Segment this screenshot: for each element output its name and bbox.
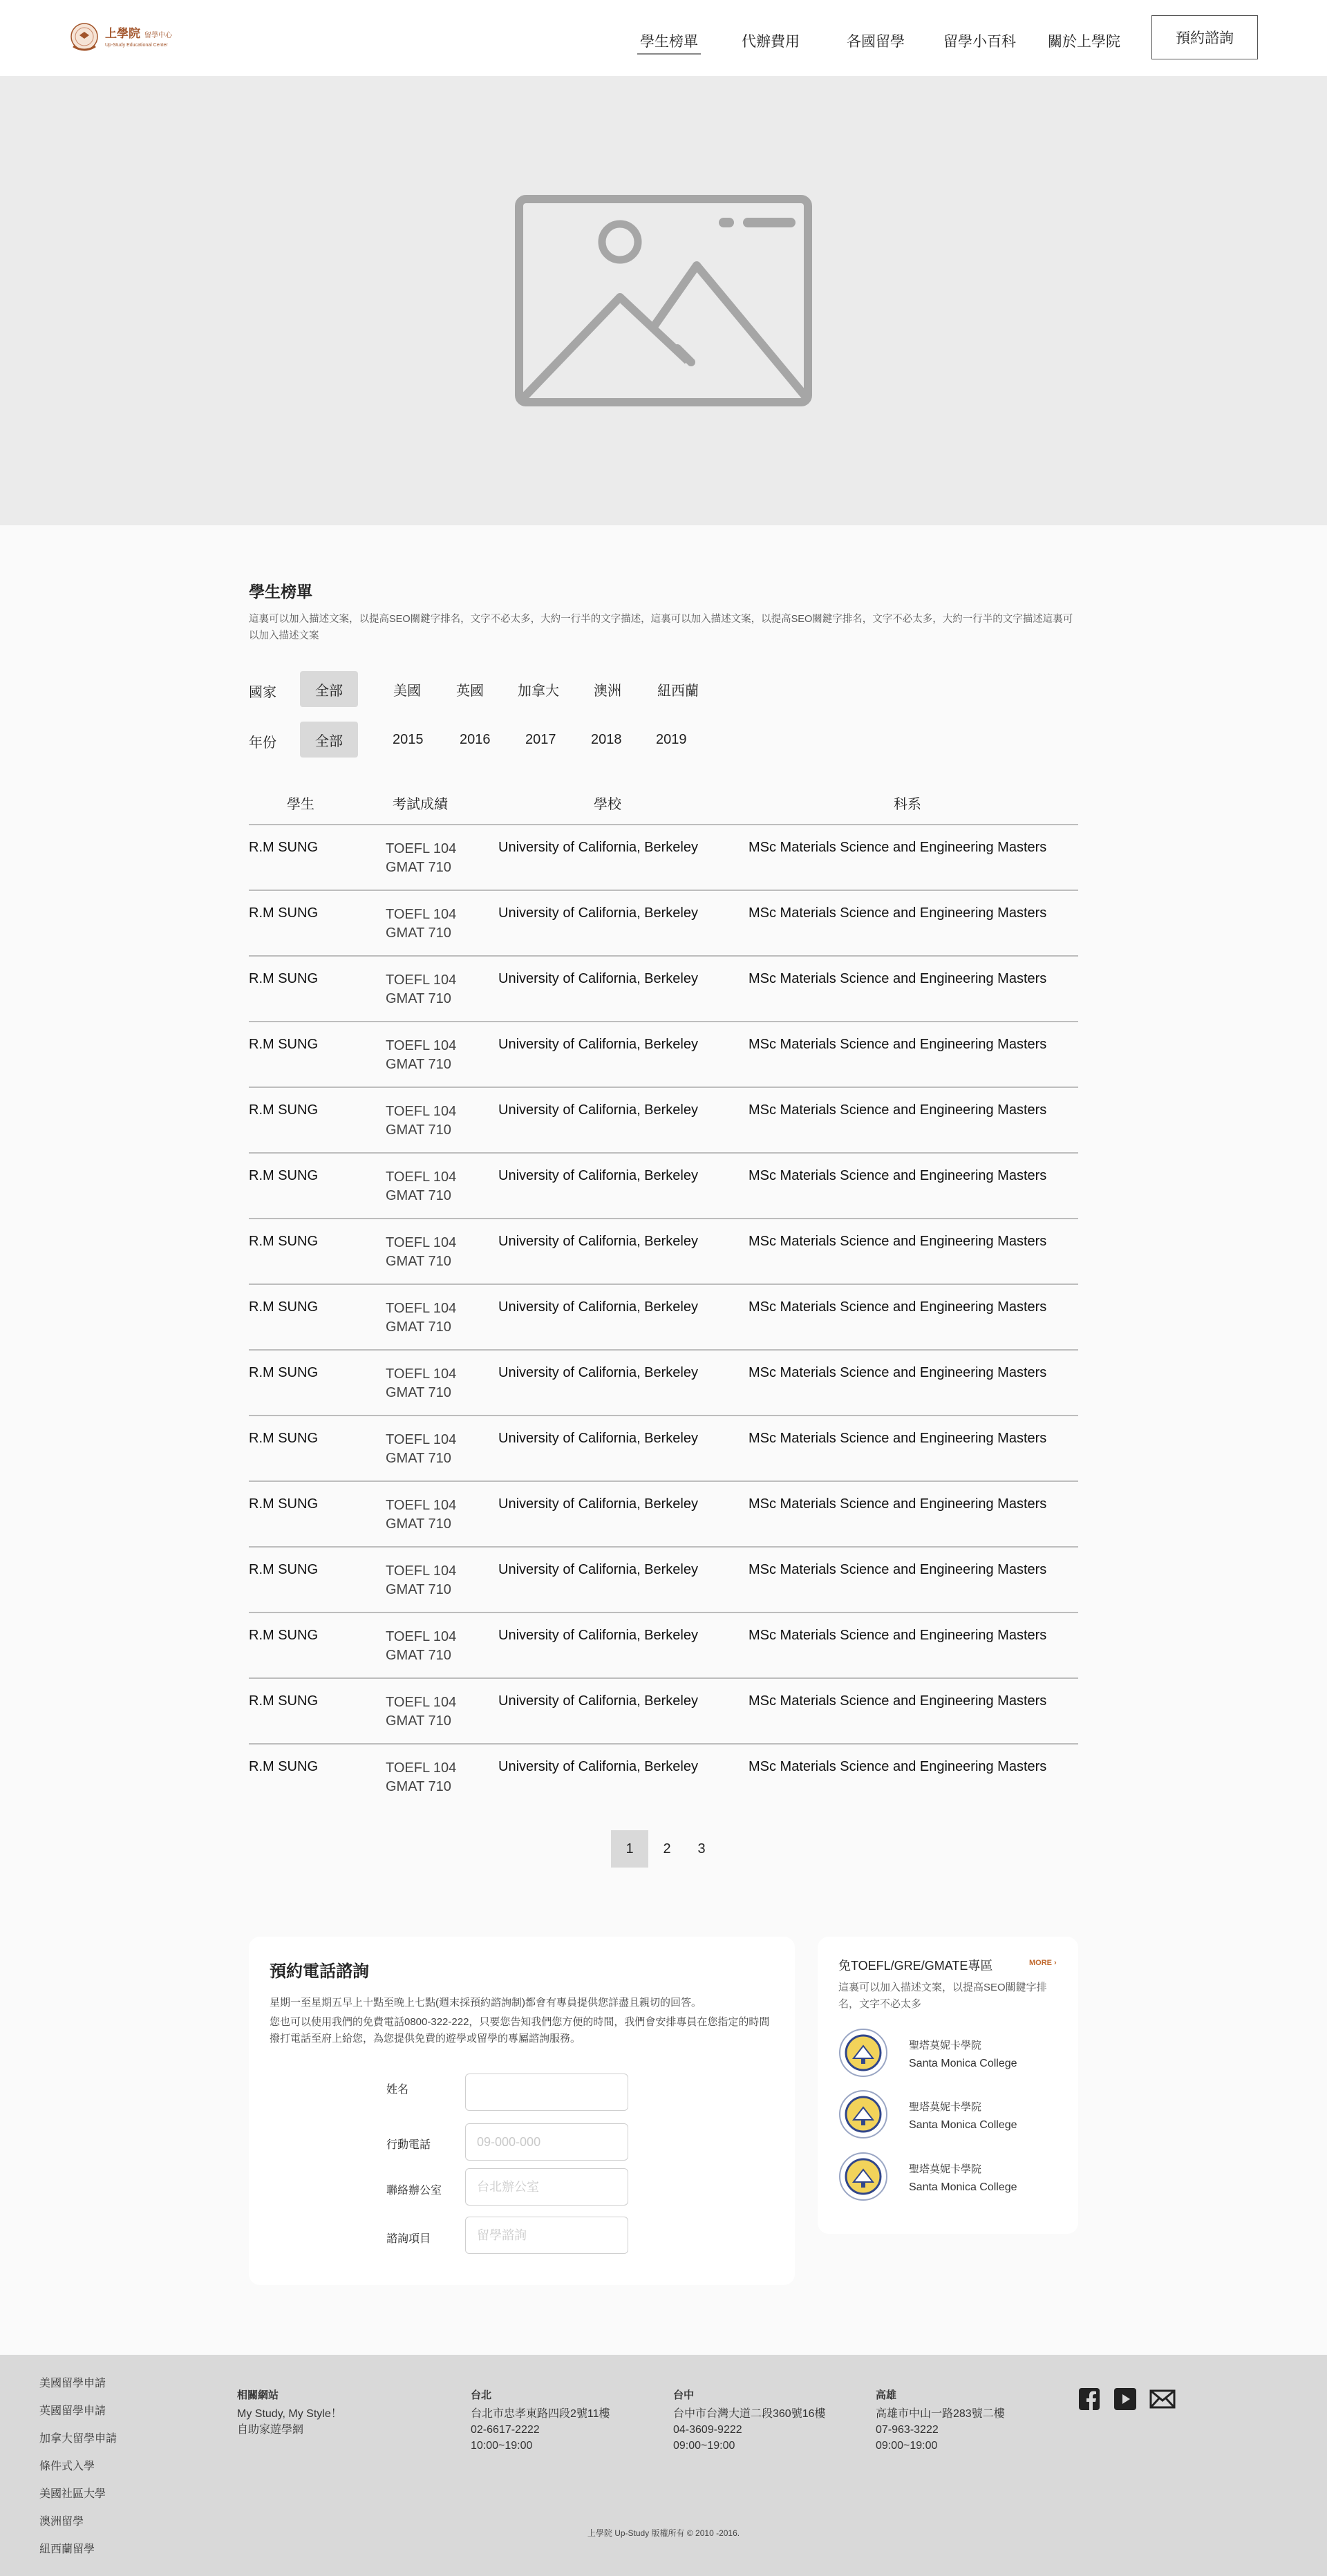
student-cell: R.M SUNG xyxy=(249,905,318,921)
toefl-score: TOEFL 104 xyxy=(386,1301,457,1316)
department-cell: MSc Materials Science and Engineering Masters xyxy=(749,1037,1047,1052)
school-cell: University of California, Berkeley xyxy=(498,1168,698,1183)
footer-link-canada[interactable]: 加拿大留學申請 xyxy=(39,2433,117,2445)
country-chip-us[interactable]: 美國 xyxy=(393,683,421,699)
score-cell xyxy=(386,840,456,877)
email-icon[interactable] xyxy=(1149,2388,1176,2410)
toefl-score: TOEFL 104 xyxy=(386,972,457,988)
department-cell: MSc Materials Science and Engineering Masters xyxy=(749,1431,1047,1446)
header-school: 學校 xyxy=(594,797,621,812)
country-chip-uk[interactable]: 英國 xyxy=(456,683,484,699)
page-3-button[interactable]: 3 xyxy=(697,1841,706,1856)
office-phone: 02-6617-2222 xyxy=(471,2424,540,2436)
gmat-score: GMAT 710 xyxy=(386,1319,451,1335)
exam-free-title: 免TOEFL/GRE/GMATE專區 xyxy=(838,1959,993,1973)
table-row xyxy=(249,1415,1078,1480)
year-chip-2019[interactable]: 2019 xyxy=(656,731,687,747)
score-cell xyxy=(386,1037,456,1074)
gmat-score: GMAT 710 xyxy=(386,1779,451,1794)
college-name-zh: 聖塔莫妮卡學院 xyxy=(909,2101,982,2113)
score-cell xyxy=(386,1365,456,1402)
gmat-score: GMAT 710 xyxy=(386,1713,451,1729)
logo-sub: 留學中心 xyxy=(144,32,172,39)
school-cell: University of California, Berkeley xyxy=(498,1759,698,1774)
toefl-score: TOEFL 104 xyxy=(386,1038,457,1053)
gmat-score: GMAT 710 xyxy=(386,1122,451,1138)
school-cell: University of California, Berkeley xyxy=(498,1562,698,1577)
school-cell: University of California, Berkeley xyxy=(498,1299,698,1315)
exam-free-desc: 這裏可以加入描述文案，以提高SEO關鍵字排名，文字不必太多 xyxy=(838,1982,1047,2010)
main-nav xyxy=(0,0,1327,76)
office-city: 台北 xyxy=(471,2389,492,2401)
college-badge-icon xyxy=(838,2028,888,2078)
gmat-score: GMAT 710 xyxy=(386,1516,451,1532)
related-site-link[interactable]: My Study, My Style！ xyxy=(237,2408,342,2420)
college-item[interactable] xyxy=(838,2089,1066,2141)
student-cell: R.M SUNG xyxy=(249,1431,318,1446)
gmat-score: GMAT 710 xyxy=(386,1648,451,1663)
header-department: 科系 xyxy=(894,797,921,812)
gmat-score: GMAT 710 xyxy=(386,1385,451,1400)
nav-fees[interactable]: 代辦費用 xyxy=(742,34,800,50)
score-cell xyxy=(386,1759,456,1796)
year-chip-2018[interactable]: 2018 xyxy=(591,731,622,747)
college-name-zh: 聖塔莫妮卡學院 xyxy=(909,2040,982,2051)
toefl-score: TOEFL 104 xyxy=(386,1563,457,1579)
table-row xyxy=(249,1021,1078,1087)
toefl-score: TOEFL 104 xyxy=(386,1695,457,1710)
year-chip-2015[interactable]: 2015 xyxy=(393,731,424,747)
gmat-score: GMAT 710 xyxy=(386,860,451,875)
image-placeholder-icon xyxy=(515,195,812,406)
office-hours: 09:00~19:00 xyxy=(673,2440,735,2452)
department-cell: MSc Materials Science and Engineering Masters xyxy=(749,1168,1047,1183)
school-cell: University of California, Berkeley xyxy=(498,1496,698,1512)
department-cell: MSc Materials Science and Engineering Masters xyxy=(749,840,1047,855)
toefl-score: TOEFL 104 xyxy=(386,1235,457,1250)
table-row xyxy=(249,1349,1078,1415)
school-cell: University of California, Berkeley xyxy=(498,971,698,986)
footer-related-sites xyxy=(237,2387,342,2438)
toefl-score: TOEFL 104 xyxy=(386,1629,457,1644)
office-address: 台北市忠孝東路四段2號11樓 xyxy=(471,2408,610,2420)
office-phone: 07-963-3222 xyxy=(876,2424,939,2436)
phone-consult-card xyxy=(249,1937,795,2285)
year-chip-2016[interactable]: 2016 xyxy=(460,731,491,747)
facebook-icon[interactable] xyxy=(1079,2388,1100,2410)
office-label: 聯絡辦公室 xyxy=(386,2185,442,2197)
student-cell: R.M SUNG xyxy=(249,1299,318,1315)
department-cell: MSc Materials Science and Engineering Masters xyxy=(749,1102,1047,1118)
office-phone: 04-3609-9222 xyxy=(673,2424,742,2436)
footer-link-newzealand[interactable]: 紐西蘭留學 xyxy=(39,2544,95,2555)
table-row xyxy=(249,1284,1078,1349)
toefl-score: TOEFL 104 xyxy=(386,1760,457,1776)
office-address: 台中市台灣大道二段360號16樓 xyxy=(673,2408,826,2420)
inquiry-label: 諮詢項目 xyxy=(386,2233,431,2245)
school-cell: University of California, Berkeley xyxy=(498,1365,698,1380)
site-header xyxy=(0,0,1327,76)
table-row xyxy=(249,1546,1078,1612)
department-cell: MSc Materials Science and Engineering Masters xyxy=(749,1693,1047,1709)
site-footer xyxy=(0,2355,1327,2576)
gmat-score: GMAT 710 xyxy=(386,1057,451,1072)
college-item[interactable] xyxy=(838,2028,1066,2079)
office-hours: 09:00~19:00 xyxy=(876,2440,938,2452)
page-2-button[interactable]: 2 xyxy=(663,1841,671,1856)
school-cell: University of California, Berkeley xyxy=(498,1234,698,1249)
score-cell xyxy=(386,1496,456,1534)
college-name-en: Santa Monica College xyxy=(909,2181,1017,2193)
header-student: 學生 xyxy=(287,797,314,812)
department-cell: MSc Materials Science and Engineering Masters xyxy=(749,1365,1047,1380)
ranking-title: 學生榜單 xyxy=(249,583,312,601)
college-badge-icon xyxy=(838,2152,888,2201)
college-name-en: Santa Monica College xyxy=(909,2058,1017,2069)
department-cell: MSc Materials Science and Engineering Masters xyxy=(749,1496,1047,1512)
department-cell: MSc Materials Science and Engineering Masters xyxy=(749,971,1047,986)
student-cell: R.M SUNG xyxy=(249,1365,318,1380)
gmat-score: GMAT 710 xyxy=(386,1582,451,1597)
header-score: 考試成績 xyxy=(393,797,448,812)
table-row xyxy=(249,824,1078,890)
footer-link-uk[interactable]: 英國留學申請 xyxy=(39,2405,106,2417)
footer-link-conditional[interactable]: 條件式入學 xyxy=(39,2461,95,2472)
office-city: 高雄 xyxy=(876,2389,897,2401)
footer-office-kaohsiung xyxy=(876,2387,1005,2454)
footer-office-taipei xyxy=(471,2387,610,2454)
year-filter-label: 年份 xyxy=(249,735,276,751)
school-cell: University of California, Berkeley xyxy=(498,1037,698,1052)
page-1-button[interactable]: 1 xyxy=(611,1830,648,1868)
office-city: 台中 xyxy=(673,2389,695,2401)
year-chip-all[interactable]: 全部 xyxy=(300,722,358,758)
score-cell xyxy=(386,1693,456,1731)
mobile-input[interactable] xyxy=(465,2123,628,2161)
score-cell xyxy=(386,1299,456,1337)
table-row xyxy=(249,955,1078,1021)
student-cell: R.M SUNG xyxy=(249,1496,318,1512)
book-consultation-button[interactable]: 預約諮詢 xyxy=(1151,15,1258,59)
logo-name: 上學院 xyxy=(105,27,140,41)
nav-ranking[interactable]: 學生榜單 xyxy=(640,30,698,51)
school-cell: University of California, Berkeley xyxy=(498,1693,698,1709)
logo-en: Up-Study Educational Center xyxy=(105,43,168,48)
consult-desc-2: 您也可以使用我們的免費電話0800-322-222，只要您告知我們您方便的時間，我們會安排專員在您指定的時間撥打電話至府上給您，為您提供免費的遊學或留學的專屬諮詢服務。 xyxy=(270,2016,770,2044)
score-cell xyxy=(386,905,456,943)
college-badge-icon xyxy=(838,2089,888,2139)
toefl-score: TOEFL 104 xyxy=(386,841,457,856)
table-row xyxy=(249,1677,1078,1743)
student-cell: R.M SUNG xyxy=(249,1628,318,1643)
youtube-icon[interactable] xyxy=(1114,2388,1136,2410)
table-row xyxy=(249,1218,1078,1284)
score-cell xyxy=(386,1168,456,1205)
department-cell: MSc Materials Science and Engineering Masters xyxy=(749,905,1047,921)
consult-desc-1: 星期一至星期五早上十點至晚上七點(週末採預約諮詢制)都會有專員提供您詳盡且親切的回答。 xyxy=(270,1997,702,2009)
student-cell: R.M SUNG xyxy=(249,1102,318,1118)
office-hours: 10:00~19:00 xyxy=(471,2440,533,2452)
school-cell: University of California, Berkeley xyxy=(498,1628,698,1643)
table-row xyxy=(249,1480,1078,1546)
college-name-zh: 聖塔莫妮卡學院 xyxy=(909,2163,982,2175)
school-cell: University of California, Berkeley xyxy=(498,1431,698,1446)
table-row xyxy=(249,890,1078,955)
toefl-score: TOEFL 104 xyxy=(386,1498,457,1513)
toefl-score: TOEFL 104 xyxy=(386,1104,457,1119)
office-address: 高雄市中山一路283號二樓 xyxy=(876,2408,1005,2420)
country-chip-canada[interactable]: 加拿大 xyxy=(518,683,559,699)
gmat-score: GMAT 710 xyxy=(386,1254,451,1269)
department-cell: MSc Materials Science and Engineering Masters xyxy=(749,1234,1047,1249)
table-row xyxy=(249,1087,1078,1152)
consult-title: 預約電話諮詢 xyxy=(270,1962,369,1981)
score-cell xyxy=(386,1431,456,1468)
country-chip-newzealand[interactable]: 紐西蘭 xyxy=(657,683,699,699)
student-cell: R.M SUNG xyxy=(249,1037,318,1052)
student-cell: R.M SUNG xyxy=(249,971,318,986)
gmat-score: GMAT 710 xyxy=(386,991,451,1006)
department-cell: MSc Materials Science and Engineering Masters xyxy=(749,1299,1047,1315)
footer-link-community-college[interactable]: 美國社區大學 xyxy=(39,2488,106,2500)
footer-link-us[interactable]: 美國留學申請 xyxy=(39,2378,106,2389)
nav-encyclopedia[interactable]: 留學小百科 xyxy=(943,34,1016,50)
footer-link-australia[interactable]: 澳洲留學 xyxy=(39,2516,84,2528)
toefl-score: TOEFL 104 xyxy=(386,1169,457,1185)
student-cell: R.M SUNG xyxy=(249,1562,318,1577)
score-cell xyxy=(386,1628,456,1665)
department-cell: MSc Materials Science and Engineering Masters xyxy=(749,1759,1047,1774)
inquiry-input[interactable] xyxy=(465,2217,628,2254)
score-cell xyxy=(386,1234,456,1271)
student-cell: R.M SUNG xyxy=(249,1168,318,1183)
student-cell: R.M SUNG xyxy=(249,1759,318,1774)
ranking-table xyxy=(249,824,1078,1809)
school-cell: University of California, Berkeley xyxy=(498,840,698,855)
score-cell xyxy=(386,971,456,1008)
year-chip-2017[interactable]: 2017 xyxy=(525,731,556,747)
department-cell: MSc Materials Science and Engineering Masters xyxy=(749,1562,1047,1577)
country-chip-all[interactable]: 全部 xyxy=(300,671,358,707)
gmat-score: GMAT 710 xyxy=(386,1451,451,1466)
ranking-description: 這裏可以加入描述文案，以提高SEO關鍵字排名，文字不必太多，大約一行半的文字描述，這裏可以加入描述文案，以提高SEO關鍵字排名，文字不必太多，大約一行半的文字描述這裏可以加入描述文案 xyxy=(249,614,1073,641)
student-cell: R.M SUNG xyxy=(249,1234,318,1249)
mobile-label: 行動電話 xyxy=(386,2139,431,2151)
country-filter-label: 國家 xyxy=(249,685,276,700)
table-row xyxy=(249,1743,1078,1809)
student-cell: R.M SUNG xyxy=(249,1693,318,1709)
toefl-score: TOEFL 104 xyxy=(386,907,457,922)
table-row xyxy=(249,1152,1078,1218)
gmat-score: GMAT 710 xyxy=(386,925,451,941)
toefl-score: TOEFL 104 xyxy=(386,1366,457,1382)
copyright: 上學院 Up-Study 版權所有 © 2010 -2016. xyxy=(587,2528,740,2538)
footer-office-taichung xyxy=(673,2387,826,2454)
more-link[interactable]: MORE › xyxy=(1029,1959,1057,1967)
office-input[interactable] xyxy=(465,2168,628,2206)
student-cell: R.M SUNG xyxy=(249,840,318,855)
college-name-en: Santa Monica College xyxy=(909,2119,1017,2131)
gmat-score: GMAT 710 xyxy=(386,1188,451,1203)
related-site-link[interactable]: 自助家遊學網 xyxy=(237,2424,304,2436)
hero-banner xyxy=(0,76,1327,525)
name-label: 姓名 xyxy=(386,2084,409,2096)
department-cell: MSc Materials Science and Engineering Masters xyxy=(749,1628,1047,1643)
school-cell: University of California, Berkeley xyxy=(498,905,698,921)
nav-about[interactable]: 關於上學院 xyxy=(1048,34,1120,50)
country-chip-australia[interactable]: 澳洲 xyxy=(594,683,621,699)
college-item[interactable] xyxy=(838,2152,1066,2203)
school-cell: University of California, Berkeley xyxy=(498,1102,698,1118)
score-cell xyxy=(386,1562,456,1599)
exam-free-card xyxy=(818,1937,1078,2234)
toefl-score: TOEFL 104 xyxy=(386,1432,457,1447)
score-cell xyxy=(386,1102,456,1140)
nav-countries[interactable]: 各國留學 xyxy=(847,34,905,50)
related-sites-heading: 相關網站 xyxy=(237,2389,279,2401)
table-row xyxy=(249,1612,1078,1677)
name-input[interactable] xyxy=(465,2074,628,2111)
